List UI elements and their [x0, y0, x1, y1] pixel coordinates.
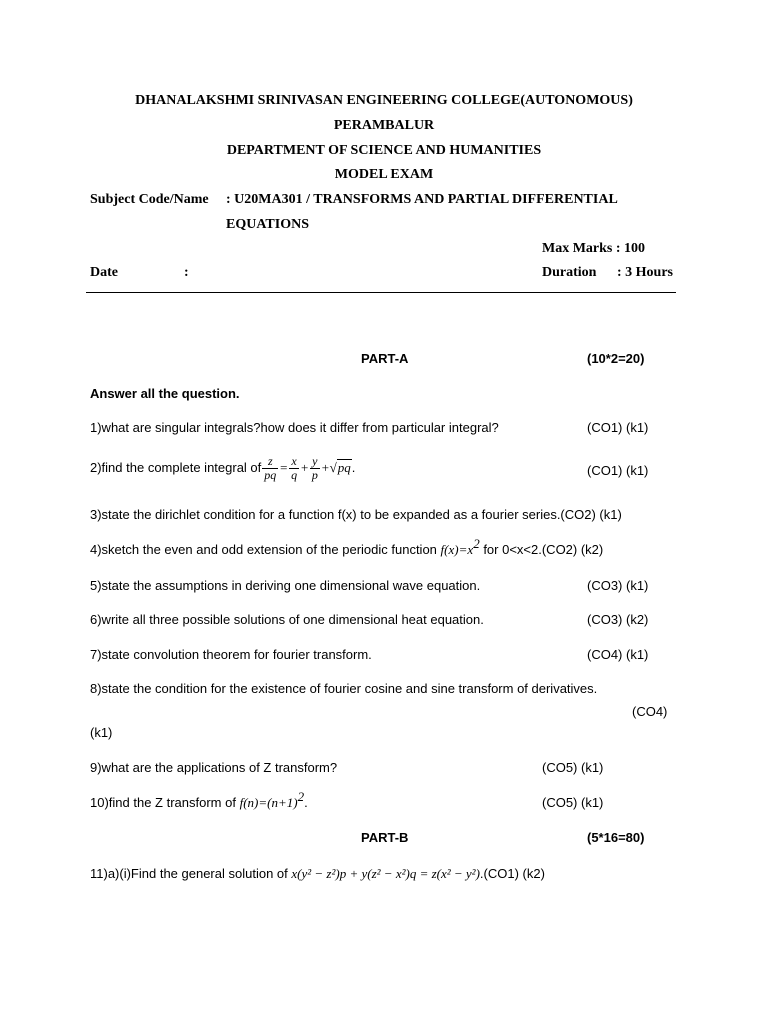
question-7: 7)state convolution theorem for fourier transform.: [90, 647, 372, 662]
subject-value-line1: : U20MA301 / TRANSFORMS AND PARTIAL DIFFERENTIAL: [226, 192, 618, 207]
equals-sign: =: [279, 460, 289, 475]
equals-sign: =: [258, 795, 268, 810]
plus-sign: +: [300, 460, 309, 475]
question-7-tag: (CO4) (k1): [587, 647, 649, 662]
question-1: 1)what are singular integrals?how does it differ from particular integral?: [90, 420, 499, 435]
part-a-marks: (10*2=20): [587, 351, 645, 366]
part-b-marks: (5*16=80): [587, 830, 645, 845]
question-5: 5)state the assumptions in deriving one dimensional wave equation.: [90, 578, 481, 593]
question-2-prefix: 2)find the complete integral of: [90, 460, 262, 475]
fraction-z-over-pq: [262, 455, 278, 482]
fraction-numerator: y: [310, 455, 320, 469]
question-6: 6)write all three possible solutions of one dimensional heat equation.: [90, 612, 484, 627]
question-2: [90, 454, 355, 482]
question-11a-end: .(CO1) (k2): [479, 866, 545, 881]
question-3: 3)state the dirichlet condition for a function f(x) to be expanded as a fourier series.(CO2) (k1): [90, 507, 622, 522]
exponent: 2: [473, 536, 480, 551]
sqrt-icon: √: [329, 460, 337, 475]
fraction-x-over-q: [289, 455, 299, 482]
function-f: f: [239, 795, 244, 810]
question-4-suffix: for 0<x<2.(CO2) (k2): [483, 542, 604, 557]
part-b-title: PART-B: [361, 830, 409, 845]
question-5-tag: (CO3) (k1): [587, 578, 649, 593]
fraction-denominator: p: [311, 468, 318, 483]
question-4-prefix: 4)sketch the even and odd extension of the periodic function: [90, 542, 437, 557]
date-colon: :: [184, 265, 189, 280]
question-8-tag: (CO4): [632, 704, 668, 719]
duration-label: Duration: [542, 265, 597, 280]
question-6-tag: (CO3) (k2): [587, 612, 649, 627]
function-rhs: x: [467, 542, 474, 557]
function-arg: n: [247, 795, 255, 810]
subject-label: Subject Code/Name: [90, 192, 209, 207]
fraction-numerator: z: [262, 455, 278, 469]
department-name: DEPARTMENT OF SCIENCE AND HUMANITIES: [226, 143, 542, 158]
subject-value-line2: EQUATIONS: [226, 217, 309, 232]
question-10-prefix: 10)find the Z transform of: [90, 795, 236, 810]
question-10: 10)find the Z transform of $f(n)=(n+1)^2$.: [90, 789, 308, 810]
fraction-y-over-p: [310, 455, 320, 482]
question-4: 4)sketch the even and odd extension of the periodic function $f(x)=x^2$ for 0<x<2.(CO2) (k2): [90, 536, 604, 557]
function-f: f: [440, 542, 445, 557]
sqrt-argument: pq: [337, 460, 351, 475]
fraction-denominator: pq: [264, 468, 277, 483]
equals-sign: =: [458, 542, 468, 557]
duration-value: : 3 Hours: [617, 265, 673, 280]
question-11a-prefix: 11)a)(i)Find the general solution of: [90, 866, 288, 881]
question-8-tag2: (k1): [90, 725, 113, 740]
fraction-numerator: x: [289, 455, 299, 469]
college-city: PERAMBALUR: [333, 118, 435, 133]
fraction-denominator: q: [291, 468, 298, 483]
question-9: 9)what are the applications of Z transform?: [90, 760, 338, 775]
question-2-end: .: [351, 460, 356, 475]
date-label: Date: [90, 265, 118, 280]
question-11a: [90, 866, 545, 882]
part-a-title: PART-A: [361, 351, 409, 366]
function-arg: x: [448, 542, 455, 557]
part-a-instruction: Answer all the question.: [90, 386, 240, 401]
exam-title: MODEL EXAM: [334, 167, 434, 182]
plus-sign: +: [320, 460, 330, 475]
question-10-tag: (CO5) (k1): [542, 795, 604, 810]
question-10-end: .: [304, 795, 308, 810]
college-name: DHANALAKSHMI SRINIVASAN ENGINEERING COLLEGE(AUTONOMOUS): [135, 93, 633, 108]
question-2-tag: (CO1) (k1): [587, 463, 649, 478]
question-1-tag: (CO1) (k1): [587, 420, 649, 435]
function-rhs: n+1: [271, 795, 294, 810]
question-11a-equation: x(y² − z²)p + y(z² − x²)q = z(x² − y²): [291, 866, 480, 881]
max-marks: Max Marks : 100: [542, 241, 646, 256]
exponent: 2: [297, 789, 305, 804]
question-8: 8)state the condition for the existence of fourier cosine and sine transform of derivatives.: [90, 681, 598, 696]
question-9-tag: (CO5) (k1): [542, 760, 604, 775]
header-divider: [86, 292, 676, 293]
